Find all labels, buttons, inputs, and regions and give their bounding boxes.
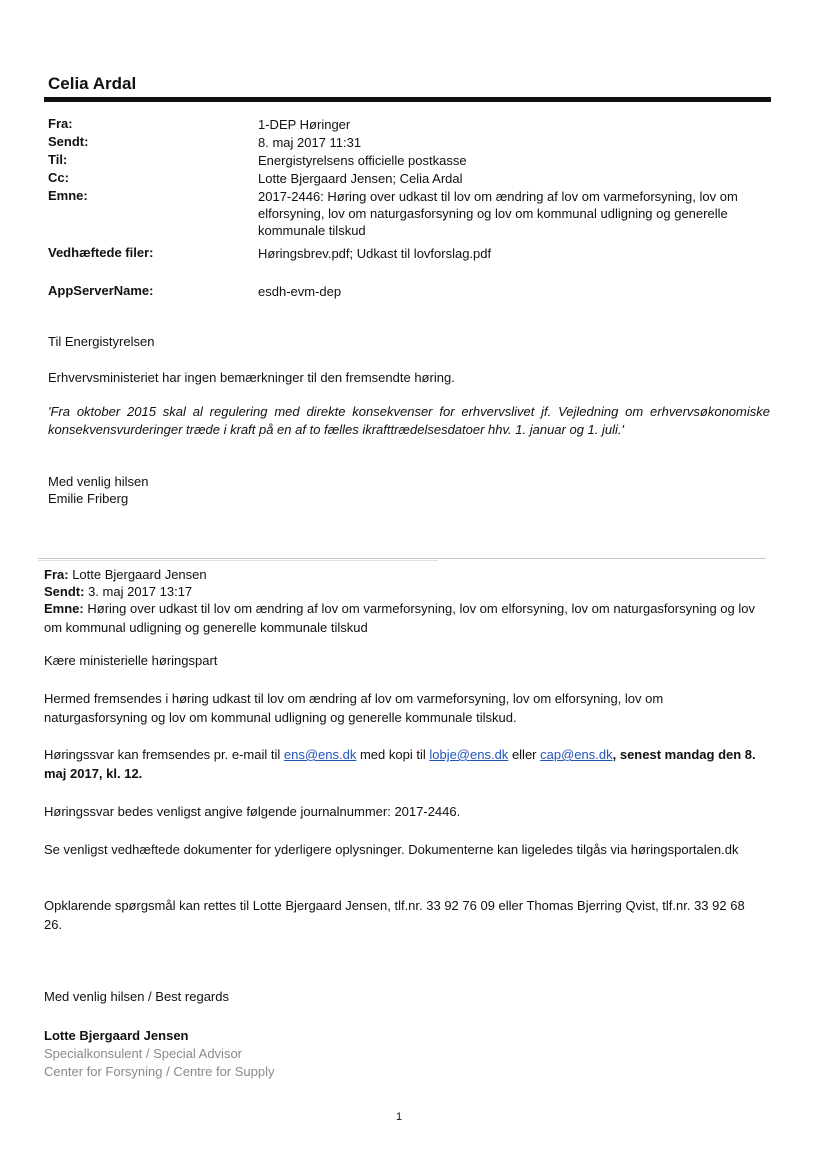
signature-department: Center for Forsyning / Centre for Supply	[44, 1064, 275, 1079]
til-label: Til:	[48, 152, 68, 167]
p2-deadline: , senest mandag den 8. maj 2017, kl. 12.	[44, 747, 756, 781]
appserver-label: AppServerName:	[48, 283, 154, 298]
signature-name: Lotte Bjergaard Jensen	[44, 1028, 189, 1043]
p2-text-a: Høringssvar kan fremsendes pr. e-mail til	[44, 747, 281, 762]
orig-paragraph-5: Opklarende spørgsmål kan rettes til Lotte Bjergaard Jensen, tlf.nr. 33 92 76 09 eller Thomas Bjerring Qvist, tlf.nr. 33 92 68 26.	[44, 898, 745, 932]
reply-line: Erhvervsministeriet har ingen bemærkninger til den fremsendte høring.	[48, 370, 455, 385]
attachments-value: Høringsbrev.pdf; Udkast til lovforslag.pdf	[258, 246, 492, 261]
header-rule	[44, 97, 771, 102]
orig-paragraph-1: Hermed fremsendes i høring udkast til lov om ændring af lov om varmeforsyning, lov om elforsyning, lov om naturgasforsyning og lov om kommunal udligning og generelle kommunale tilskud.	[44, 691, 664, 725]
orig-fra-value: Lotte Bjergaard Jensen	[72, 567, 207, 582]
orig-sendt-value: 3. maj 2017 13:17	[88, 584, 193, 599]
orig-sendt-label: Sendt:	[44, 584, 85, 599]
emne-label: Emne:	[48, 188, 88, 203]
til-value: Energistyrelsens officielle postkasse	[258, 153, 467, 168]
orig-closing: Med venlig hilsen / Best regards	[44, 989, 229, 1004]
attachments-label: Vedhæftede filer:	[48, 245, 154, 260]
sendt-value: 8. maj 2017 11:31	[258, 135, 362, 150]
orig-emne-label: Emne:	[44, 601, 84, 616]
page-number: 1	[396, 1111, 403, 1123]
p2-text-b: med kopi til	[359, 747, 426, 762]
reply-closing: Med venlig hilsen	[48, 474, 149, 489]
email-link-cap[interactable]: cap@ens.dk	[540, 747, 613, 762]
cc-label: Cc:	[48, 170, 69, 185]
message-separator	[38, 558, 766, 559]
message-separator-shadow	[38, 560, 438, 561]
orig-greeting: Kære ministerielle høringspart	[44, 653, 218, 668]
sender-name-heading: Celia Ardal	[48, 74, 137, 93]
p2-text-c: eller	[511, 747, 537, 762]
cc-value: Lotte Bjergaard Jensen; Celia Ardal	[258, 171, 463, 186]
email-link-ens[interactable]: ens@ens.dk	[283, 747, 357, 762]
orig-emne-line	[44, 599, 764, 637]
reply-signer: Emilie Friberg	[48, 491, 129, 506]
orig-paragraph-2	[44, 745, 764, 783]
orig-paragraph-4: Se venligst vedhæftede dokumenter for yderligere oplysninger. Dokumenterne kan ligeledes tilgås via høringsportalen.dk	[44, 842, 739, 857]
reply-greeting: Til Energistyrelsen	[48, 334, 155, 349]
sendt-label: Sendt:	[48, 134, 89, 149]
orig-fra-label: Fra:	[44, 567, 69, 582]
fra-value: 1-DEP Høringer	[258, 117, 351, 132]
email-link-lobje[interactable]: lobje@ens.dk	[429, 747, 509, 762]
orig-emne-value: Høring over udkast til lov om ændring af lov om varmeforsyning, lov om elforsyning, lov om naturgasforsyning og lov om kommunal udligning og generelle kommunale tilskud	[44, 601, 755, 635]
emne-value: 2017-2446: Høring over udkast til lov om ændring af lov om varmeforsyning, lov om elforsyning, lov om naturgasforsyning og lov om kommunal udligning og generelle kommunale tilskud	[258, 189, 738, 238]
appserver-value: esdh-evm-dep	[258, 284, 342, 299]
fra-label: Fra:	[48, 116, 73, 131]
orig-paragraph-3: Høringssvar bedes venligst angive følgende journalnummer: 2017-2446.	[44, 804, 461, 819]
signature-title: Specialkonsulent / Special Advisor	[44, 1046, 243, 1061]
reply-quote: 'Fra oktober 2015 skal al regulering med direkte konsekvenser for erhvervslivet jf. Vejledning om erhvervsøkonomiske konsekvensvurderinger træde i kraft på en af to fælles ikrafttrædelsesdatoer hhv. 1. januar og 1. juli.'	[48, 404, 770, 437]
